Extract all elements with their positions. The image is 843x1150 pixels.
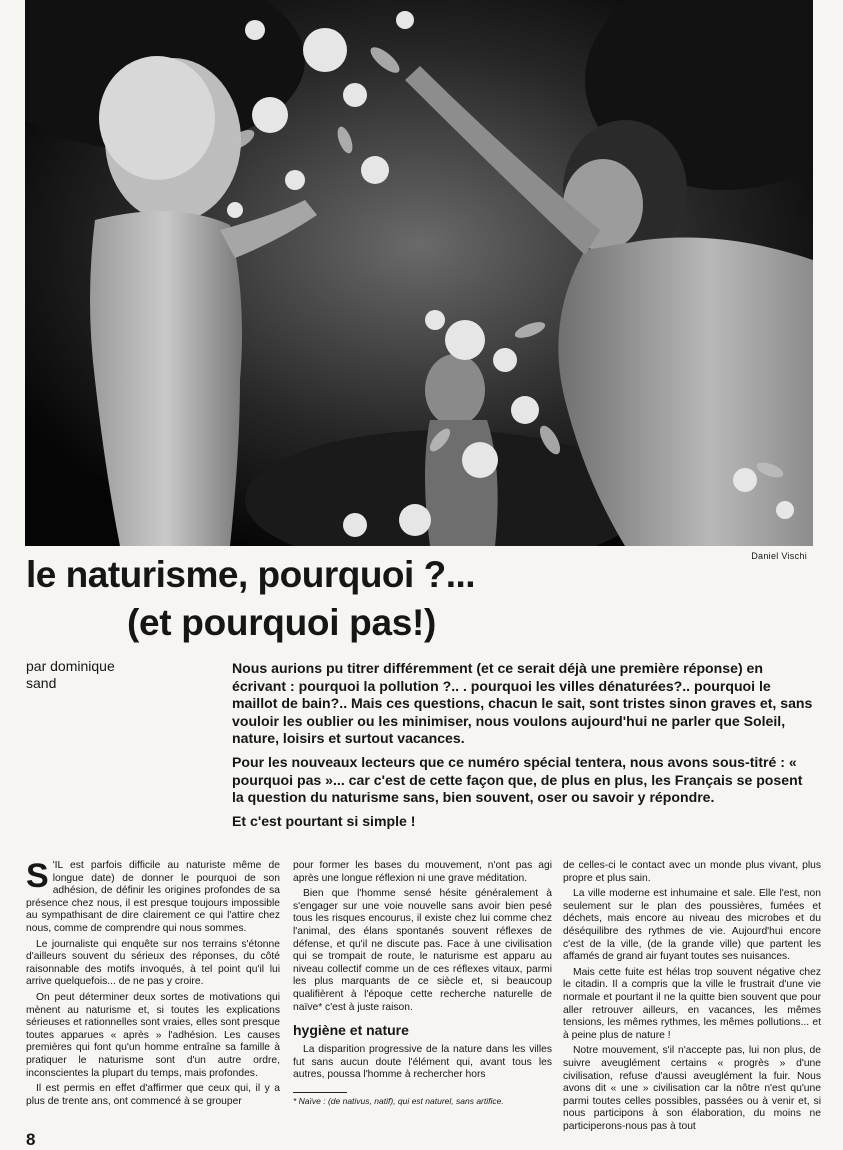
body-column-2 — [293, 860, 552, 1107]
intro-paragraph: Pour les nouveaux lecteurs que ce numéro spécial tentera, nous avons sous-titré : « pourquoi pas »... car c'est de cette façon que, de plus en plus, les Français se posent la question du naturisme sans, bien souvent, oser ou savoir y répondre. — [232, 753, 803, 806]
body-paragraph: de celles-ci le contact avec un monde plus vivant, plus propre et plus sain. — [563, 860, 821, 884]
article-title: le naturisme, pourquoi ?... — [26, 554, 476, 595]
body-paragraph: pour former les bases du mouvement, n'ont pas agi après une longue réflexion ni une grave méditation. — [293, 860, 552, 884]
body-paragraph: Notre mouvement, s'il n'accepte pas, lui non plus, de suivre aveuglément certains « progrès » d'une civilisation, refuse d'aussi aveuglément la fuir. Nous avons dit « une » civilisation car la nôtre n'est qu'une parmi toutes celles possibles, passées ou à venir et, si nous participons à son élaboration, du moins ne participerons-nous pas à tout — [563, 1045, 821, 1132]
body-column-3 — [563, 860, 821, 1136]
section-subheading: hygiène et nature — [293, 1022, 409, 1039]
drop-cap: S — [26, 857, 49, 895]
article-photo — [25, 0, 813, 546]
body-paragraph: Il est permis en effet d'affirmer que ceux qui, il y a plus de trente ans, ont commencé à se grouper — [26, 1083, 280, 1107]
body-paragraph: La ville moderne est inhumaine et sale. Elle l'est, non seulement sur le plan des poussières, fumées et déchets, mais encore au niveau des microbes et du déséquilibre des rythmes de vie. Aujourd'hui encore c'est de la ville, (de la grande ville) que partent les affamés de grand air fuyant toutes ses nuisances. — [563, 888, 821, 963]
intro-paragraph: Et c'est pourtant si simple ! — [232, 812, 416, 829]
page-number: 8 — [26, 1130, 36, 1149]
article-subtitle: (et pourquoi pas!) — [127, 602, 437, 643]
body-column-1 — [26, 857, 280, 1111]
intro-paragraph: Nous aurions pu titrer différemment (et ce serait déjà une première réponse) en écrivant : pourquoi la pollution ?.. . pourquoi les villes dénaturées?.. pourquoi le maillot de bain?.. Mais ces questions, chacun le sait, sont tristes sinon graves et, sans vouloir les oublier ou les minimiser, nous voulons aujourd'hui ne parler que Soleil, nature, loisirs et surtout vacances. — [232, 660, 813, 747]
footnote-rule — [293, 1092, 347, 1093]
body-paragraph: Mais cette fuite est hélas trop souvent négative chez le citadin. Il a compris que la ville le frustrait d'une vie normale et pourtant il ne la quitte bien souvent que pour aller retrouver ailleurs, en vacances, les mêmes tensions, les mêmes rythmes, les mêmes pollutions... et à peine plus de nature ! — [563, 966, 821, 1041]
intro-standfirst — [232, 660, 818, 836]
footnote: * Naïve : (de nativus, natif), qui est naturel, sans artifice. — [293, 1095, 504, 1106]
body-paragraph: Bien que l'homme sensé hésite généralement à s'engager sur une voie nouvelle sans avoir bien pesé tous les risques encourus, il existe chez lui comme chez l'animal, des élans spontanés souvent réflexes de défense, et qu'il ne discute pas. Face à une civilisation qui se trompait de route, le naturisme est apparu au niveau collectif comme un de ces réflexes vitaux, parmi les plus marquants de ce siècle et, si beaucoup qualifièrent à l'époque cette recherche naturelle de naïve* c'est à juste raison. — [293, 888, 552, 1013]
body-paragraph: Le journaliste qui enquête sur nos terrains s'étonne d'ailleurs souvent du sérieux des réponses, du côté raisonnable des motifs invoqués, à tel point qu'il lui arrive quelquefois... de ne pas y croire. — [26, 938, 280, 988]
photo-credit: Daniel Vischi — [751, 551, 807, 561]
body-paragraph: S 'IL est parfois difficile au naturiste même de longue date) de donner le pourquoi de son adhésion, de définir les origines profondes de sa présence chez nous, il est presque toujours impossible au sympathisant de dire clairement ce qui l'attire chez nous, comme de comprendre qui nous sommes. — [26, 857, 280, 934]
byline: par dominique sand — [26, 658, 115, 691]
forest-photo-illustration — [25, 0, 813, 546]
body-paragraph: On peut déterminer deux sortes de motivations qui mènent au naturisme et, si toutes les explications sérieuses et rationnelles sont vraies, elles sont presque toutes apparues « après » l'adhésion. Les causes premières qui font qu'un homme entraîne sa famille à pratiquer le naturisme sont d'un autre ordre, inconscientes la plupart du temps, mais profondes. — [26, 991, 280, 1079]
body-paragraph: La disparition progressive de la nature dans les villes fut sans aucun doute l'élément qui, avant tous les autres, poussa l'homme à rechercher hors — [293, 1044, 552, 1081]
